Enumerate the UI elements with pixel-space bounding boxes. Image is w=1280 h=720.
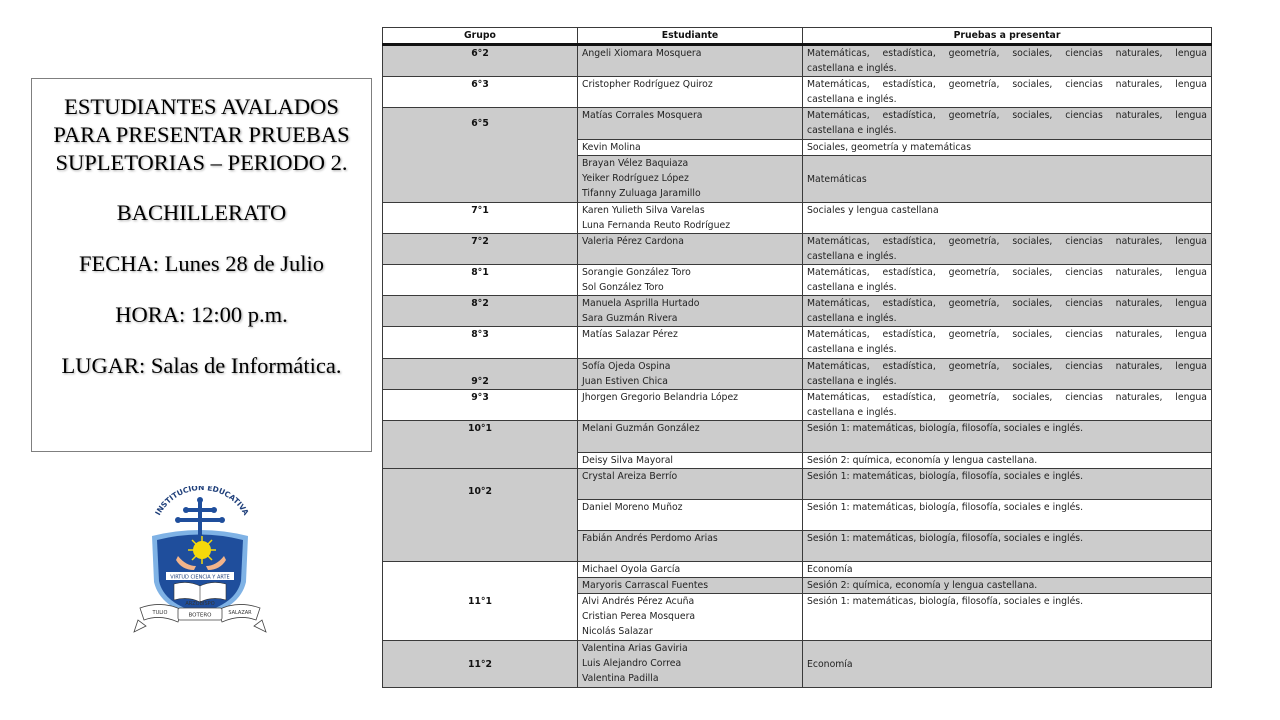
student-cell: Deisy Silva Mayoral bbox=[578, 453, 803, 469]
grupo-cell: 9°3 bbox=[383, 390, 578, 421]
tests-cell: Matemáticas, estadística, geometría, sociales, ciencias naturales, lengua castellana e inglés. bbox=[803, 390, 1212, 421]
schedule-table bbox=[382, 27, 1212, 688]
grupo-cell: 11°2 bbox=[383, 641, 578, 688]
table-row bbox=[383, 203, 1212, 234]
table-row bbox=[383, 562, 1212, 578]
tests-cell: Sesión 1: matemáticas, biología, filosofía, sociales e inglés. bbox=[803, 531, 1212, 562]
tests-cell: Economía bbox=[803, 562, 1212, 578]
table-row bbox=[383, 327, 1212, 359]
table-row bbox=[383, 296, 1212, 327]
svg-text:TULIO: TULIO bbox=[152, 610, 168, 616]
tests-cell: Matemáticas, estadística, geometría, sociales, ciencias naturales, lengua castellana e inglés. bbox=[803, 77, 1212, 108]
tests-cell: Sesión 1: matemáticas, biología, filosofía, sociales e inglés. bbox=[803, 469, 1212, 500]
svg-text:VIRTUD CIENCIA Y ARTE: VIRTUD CIENCIA Y ARTE bbox=[170, 574, 230, 581]
tests-cell: Sesión 1: matemáticas, biología, filosofía, sociales e inglés. bbox=[803, 594, 1212, 641]
place-label: LUGAR: Salas de Informática. bbox=[61, 353, 342, 378]
grupo-cell: 10°2 bbox=[383, 469, 578, 562]
tests-cell: Matemáticas, estadística, geometría, sociales, ciencias naturales, lengua castellana e inglés. bbox=[803, 234, 1212, 265]
table-row bbox=[383, 469, 1212, 500]
grupo-cell: 11°1 bbox=[383, 562, 578, 641]
student-cell: Manuela Asprilla Hurtado Sara Guzmán Rivera bbox=[578, 296, 803, 327]
time-label: HORA: 12:00 p.m. bbox=[115, 302, 288, 327]
table-row bbox=[383, 234, 1212, 265]
tests-cell: Matemáticas, estadística, geometría, sociales, ciencias naturales, lengua castellana e inglés. bbox=[803, 327, 1212, 359]
announcement-box bbox=[31, 78, 372, 452]
tests-cell: Economía bbox=[803, 641, 1212, 688]
student-cell: Matías Salazar Pérez bbox=[578, 327, 803, 359]
tests-cell: Sesión 1: matemáticas, biología, filosofía, sociales e inglés. bbox=[803, 421, 1212, 453]
table-header-row bbox=[383, 28, 1212, 45]
date-label: FECHA: Lunes 28 de Julio bbox=[79, 251, 324, 276]
student-cell: Michael Oyola García bbox=[578, 562, 803, 578]
grupo-cell: 8°3 bbox=[383, 327, 578, 359]
header-grupo: Grupo bbox=[383, 28, 578, 45]
grupo-cell: 6°2 bbox=[383, 45, 578, 77]
table-row bbox=[383, 359, 1212, 390]
student-cell: Crystal Areiza Berrío bbox=[578, 469, 803, 500]
student-cell: Matías Corrales Mosquera bbox=[578, 108, 803, 140]
tests-cell: Matemáticas, estadística, geometría, sociales, ciencias naturales, lengua castellana e inglés. bbox=[803, 108, 1212, 140]
header-pruebas: Pruebas a presentar bbox=[803, 28, 1212, 45]
grupo-cell: 9°2 bbox=[383, 359, 578, 390]
student-cell: Angeli Xiomara Mosquera bbox=[578, 45, 803, 77]
student-cell: Daniel Moreno Muñoz bbox=[578, 500, 803, 531]
student-cell: Cristopher Rodríguez Quiroz bbox=[578, 77, 803, 108]
student-cell: Jhorgen Gregorio Belandria López bbox=[578, 390, 803, 421]
svg-text:BOTERO: BOTERO bbox=[188, 612, 212, 619]
grupo-cell: 8°2 bbox=[383, 296, 578, 327]
table-row bbox=[383, 641, 1212, 688]
tests-cell: Matemáticas, estadística, geometría, sociales, ciencias naturales, lengua castellana e inglés. bbox=[803, 265, 1212, 296]
school-logo bbox=[132, 486, 268, 636]
student-cell: Alvi Andrés Pérez Acuña Cristian Perea Mosquera Nicolás Salazar bbox=[578, 594, 803, 641]
student-cell: Valentina Arias Gaviria Luis Alejandro Correa Valentina Padilla bbox=[578, 641, 803, 688]
grupo-cell: 7°1 bbox=[383, 203, 578, 234]
table-row bbox=[383, 108, 1212, 140]
tests-cell: Matemáticas, estadística, geometría, sociales, ciencias naturales, lengua castellana e inglés. bbox=[803, 296, 1212, 327]
tests-cell: Matemáticas, estadística, geometría, sociales, ciencias naturales, lengua castellana e inglés. bbox=[803, 45, 1212, 77]
grupo-cell: 8°1 bbox=[383, 265, 578, 296]
tests-cell: Sesión 2: química, economía y lengua castellana. bbox=[803, 578, 1212, 594]
tests-cell: Matemáticas, estadística, geometría, sociales, ciencias naturales, lengua castellana e inglés. bbox=[803, 359, 1212, 390]
announcement-title: ESTUDIANTES AVALADOS PARA PRESENTAR PRUEBAS SUPLETORIAS – PERIODO 2. bbox=[53, 94, 350, 175]
tests-cell: Matemáticas bbox=[803, 156, 1212, 203]
table-row bbox=[383, 421, 1212, 453]
svg-text:ARZOBISPO: ARZOBISPO bbox=[185, 601, 215, 607]
school-crest-icon bbox=[132, 486, 268, 636]
student-cell: Fabián Andrés Perdomo Arias bbox=[578, 531, 803, 562]
grupo-cell: 7°2 bbox=[383, 234, 578, 265]
tests-cell: Sociales, geometría y matemáticas bbox=[803, 140, 1212, 156]
tests-cell: Sociales y lengua castellana bbox=[803, 203, 1212, 234]
grupo-cell: 6°5 bbox=[383, 108, 578, 203]
svg-text:SALAZAR: SALAZAR bbox=[228, 610, 252, 616]
student-cell: Kevin Molina bbox=[578, 140, 803, 156]
student-cell: Brayan Vélez Baquiaza Yeiker Rodríguez López Tifanny Zuluaga Jaramillo bbox=[578, 156, 803, 203]
student-cell: Maryoris Carrascal Fuentes bbox=[578, 578, 803, 594]
tests-cell: Sesión 1: matemáticas, biología, filosofía, sociales e inglés. bbox=[803, 500, 1212, 531]
student-cell: Melani Guzmán González bbox=[578, 421, 803, 453]
student-cell: Sofía Ojeda Ospina Juan Estiven Chica bbox=[578, 359, 803, 390]
table-row bbox=[383, 390, 1212, 421]
student-cell: Valeria Pérez Cardona bbox=[578, 234, 803, 265]
grupo-cell: 10°1 bbox=[383, 421, 578, 469]
table-row bbox=[383, 77, 1212, 108]
header-estudiante: Estudiante bbox=[578, 28, 803, 45]
svg-text:INSTITUCIÓN EDUCATIVA: INSTITUCIÓN EDUCATIVA bbox=[153, 486, 251, 517]
grupo-cell: 6°3 bbox=[383, 77, 578, 108]
tests-cell: Sesión 2: química, economía y lengua castellana. bbox=[803, 453, 1212, 469]
table-row bbox=[383, 265, 1212, 296]
student-cell: Karen Yulieth Silva Varelas Luna Fernanda Reuto Rodríguez bbox=[578, 203, 803, 234]
level-label: BACHILLERATO bbox=[116, 200, 287, 225]
student-cell: Sorangie González Toro Sol González Toro bbox=[578, 265, 803, 296]
table-row bbox=[383, 45, 1212, 77]
